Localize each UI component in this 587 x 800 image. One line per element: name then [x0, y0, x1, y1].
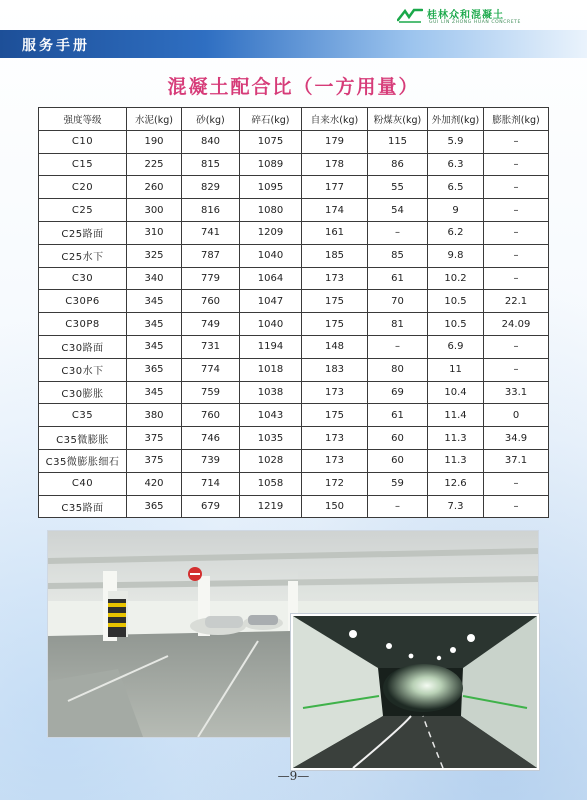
cell-grade: C35微膨胀	[39, 427, 127, 450]
cell-sand: 787	[182, 244, 240, 267]
header-gravel: 碎石(kg)	[240, 108, 302, 131]
cell-water: 173	[302, 427, 368, 450]
tunnel-photo	[291, 614, 539, 770]
cell-sand: 840	[182, 130, 240, 153]
table-row	[39, 495, 549, 518]
cell-cement: 345	[127, 335, 182, 358]
cell-fly-ash: 59	[368, 472, 428, 495]
table-row	[39, 130, 549, 153]
cell-water: 179	[302, 130, 368, 153]
table-body	[39, 130, 549, 518]
cell-expansion-agent: –	[484, 495, 549, 518]
cell-cement: 345	[127, 381, 182, 404]
cell-grade: C30P8	[39, 313, 127, 336]
cell-sand: 760	[182, 404, 240, 427]
section-title: 服务手册	[22, 38, 90, 54]
cell-expansion-agent: 33.1	[484, 381, 549, 404]
cell-gravel: 1064	[240, 267, 302, 290]
cell-grade: C35微膨胀细石	[39, 449, 127, 472]
cell-expansion-agent: –	[484, 358, 549, 381]
cell-sand: 815	[182, 153, 240, 176]
header-water: 自来水(kg)	[302, 108, 368, 131]
cell-admixture: 6.5	[428, 176, 484, 199]
cell-grade: C30水下	[39, 358, 127, 381]
cell-fly-ash: 80	[368, 358, 428, 381]
cell-water: 173	[302, 381, 368, 404]
company-logo	[387, 2, 577, 30]
cell-admixture: 6.9	[428, 335, 484, 358]
cell-cement: 375	[127, 449, 182, 472]
header-grade: 强度等级	[39, 108, 127, 131]
cell-gravel: 1209	[240, 221, 302, 244]
cell-water: 174	[302, 199, 368, 222]
cell-gravel: 1047	[240, 290, 302, 313]
table-row	[39, 176, 549, 199]
cell-admixture: 11.4	[428, 404, 484, 427]
cell-sand: 739	[182, 449, 240, 472]
cell-expansion-agent: –	[484, 153, 549, 176]
page-number: —9—	[277, 769, 310, 783]
mix-ratio-table	[38, 107, 549, 518]
cell-sand: 679	[182, 495, 240, 518]
cell-gravel: 1040	[240, 313, 302, 336]
cell-water: 172	[302, 472, 368, 495]
cell-fly-ash: 54	[368, 199, 428, 222]
cell-fly-ash: –	[368, 221, 428, 244]
table-row	[39, 244, 549, 267]
cell-sand: 731	[182, 335, 240, 358]
cell-expansion-agent: –	[484, 221, 549, 244]
cell-fly-ash: 55	[368, 176, 428, 199]
cell-water: 183	[302, 358, 368, 381]
cell-gravel: 1194	[240, 335, 302, 358]
logo-mark-icon	[397, 8, 423, 24]
cell-expansion-agent: –	[484, 335, 549, 358]
cell-expansion-agent: –	[484, 244, 549, 267]
table-row	[39, 221, 549, 244]
cell-cement: 190	[127, 130, 182, 153]
cell-grade: C35	[39, 404, 127, 427]
cell-grade: C35路面	[39, 495, 127, 518]
cell-water: 161	[302, 221, 368, 244]
cell-admixture: 5.9	[428, 130, 484, 153]
header-fly-ash: 粉煤灰(kg)	[368, 108, 428, 131]
cell-expansion-agent: 22.1	[484, 290, 549, 313]
table-header-row	[39, 108, 549, 131]
table-row	[39, 290, 549, 313]
cell-grade: C25路面	[39, 221, 127, 244]
table-row	[39, 335, 549, 358]
cell-fly-ash: –	[368, 495, 428, 518]
cell-fly-ash: 61	[368, 404, 428, 427]
cell-grade: C30P6	[39, 290, 127, 313]
cell-fly-ash: –	[368, 335, 428, 358]
cell-gravel: 1075	[240, 130, 302, 153]
cell-sand: 746	[182, 427, 240, 450]
cell-cement: 300	[127, 199, 182, 222]
cell-cement: 380	[127, 404, 182, 427]
cell-water: 175	[302, 290, 368, 313]
cell-fly-ash: 60	[368, 427, 428, 450]
cell-cement: 325	[127, 244, 182, 267]
cell-cement: 365	[127, 358, 182, 381]
cell-gravel: 1058	[240, 472, 302, 495]
cell-admixture: 11	[428, 358, 484, 381]
cell-admixture: 10.5	[428, 313, 484, 336]
logo-subtext: GUI LIN ZHONG HUAN CONCRETE	[429, 20, 521, 25]
cell-admixture: 10.4	[428, 381, 484, 404]
cell-gravel: 1043	[240, 404, 302, 427]
cell-admixture: 7.3	[428, 495, 484, 518]
cell-grade: C25水下	[39, 244, 127, 267]
cell-fly-ash: 81	[368, 313, 428, 336]
cell-sand: 779	[182, 267, 240, 290]
cell-cement: 260	[127, 176, 182, 199]
cell-cement: 225	[127, 153, 182, 176]
cell-gravel: 1028	[240, 449, 302, 472]
cell-sand: 759	[182, 381, 240, 404]
header-admixture: 外加剂(kg)	[428, 108, 484, 131]
cell-gravel: 1035	[240, 427, 302, 450]
table-row	[39, 381, 549, 404]
cell-water: 178	[302, 153, 368, 176]
cell-admixture: 11.3	[428, 427, 484, 450]
cell-admixture: 6.3	[428, 153, 484, 176]
cell-sand: 714	[182, 472, 240, 495]
cell-grade: C30路面	[39, 335, 127, 358]
cell-expansion-agent: –	[484, 472, 549, 495]
cell-grade: C30膨胀	[39, 381, 127, 404]
cell-cement: 420	[127, 472, 182, 495]
header-expansion-agent: 膨胀剂(kg)	[484, 108, 549, 131]
cell-sand: 741	[182, 221, 240, 244]
table-row	[39, 199, 549, 222]
cell-expansion-agent: –	[484, 267, 549, 290]
table-row	[39, 267, 549, 290]
cell-expansion-agent: –	[484, 130, 549, 153]
cell-fly-ash: 69	[368, 381, 428, 404]
table-row	[39, 449, 549, 472]
cell-cement: 310	[127, 221, 182, 244]
cell-admixture: 12.6	[428, 472, 484, 495]
cell-cement: 365	[127, 495, 182, 518]
cell-fly-ash: 61	[368, 267, 428, 290]
table-row	[39, 427, 549, 450]
cell-grade: C20	[39, 176, 127, 199]
cell-gravel: 1219	[240, 495, 302, 518]
table-row	[39, 153, 549, 176]
cell-grade: C30	[39, 267, 127, 290]
cell-gravel: 1018	[240, 358, 302, 381]
cell-water: 150	[302, 495, 368, 518]
cell-sand: 749	[182, 313, 240, 336]
cell-expansion-agent: –	[484, 199, 549, 222]
cell-gravel: 1089	[240, 153, 302, 176]
cell-fly-ash: 115	[368, 130, 428, 153]
cell-cement: 340	[127, 267, 182, 290]
table-row	[39, 404, 549, 427]
cell-admixture: 9	[428, 199, 484, 222]
cell-fly-ash: 70	[368, 290, 428, 313]
cell-expansion-agent: 34.9	[484, 427, 549, 450]
cell-water: 177	[302, 176, 368, 199]
cell-expansion-agent: 0	[484, 404, 549, 427]
cell-expansion-agent: 37.1	[484, 449, 549, 472]
cell-water: 173	[302, 449, 368, 472]
header-cement: 水泥(kg)	[127, 108, 182, 131]
cell-water: 175	[302, 313, 368, 336]
cell-gravel: 1040	[240, 244, 302, 267]
cell-cement: 345	[127, 290, 182, 313]
cell-grade: C25	[39, 199, 127, 222]
logo-text: 桂林众和混凝土	[427, 10, 504, 21]
cell-gravel: 1038	[240, 381, 302, 404]
cell-water: 185	[302, 244, 368, 267]
cell-water: 173	[302, 267, 368, 290]
table-row	[39, 313, 549, 336]
cell-water: 175	[302, 404, 368, 427]
cell-cement: 345	[127, 313, 182, 336]
cell-sand: 816	[182, 199, 240, 222]
cell-admixture: 10.2	[428, 267, 484, 290]
cell-sand: 774	[182, 358, 240, 381]
cell-sand: 829	[182, 176, 240, 199]
cell-admixture: 9.8	[428, 244, 484, 267]
cell-admixture: 10.5	[428, 290, 484, 313]
cell-grade: C40	[39, 472, 127, 495]
document-title: 混凝土配合比（一方用量）	[167, 76, 420, 98]
table-row	[39, 472, 549, 495]
cell-admixture: 6.2	[428, 221, 484, 244]
cell-sand: 760	[182, 290, 240, 313]
cell-expansion-agent: –	[484, 176, 549, 199]
cell-cement: 375	[127, 427, 182, 450]
cell-grade: C15	[39, 153, 127, 176]
cell-expansion-agent: 24.09	[484, 313, 549, 336]
cell-fly-ash: 85	[368, 244, 428, 267]
cell-fly-ash: 60	[368, 449, 428, 472]
cell-fly-ash: 86	[368, 153, 428, 176]
table-row	[39, 358, 549, 381]
header-sand: 砂(kg)	[182, 108, 240, 131]
cell-water: 148	[302, 335, 368, 358]
cell-gravel: 1095	[240, 176, 302, 199]
cell-gravel: 1080	[240, 199, 302, 222]
cell-admixture: 11.3	[428, 449, 484, 472]
cell-grade: C10	[39, 130, 127, 153]
